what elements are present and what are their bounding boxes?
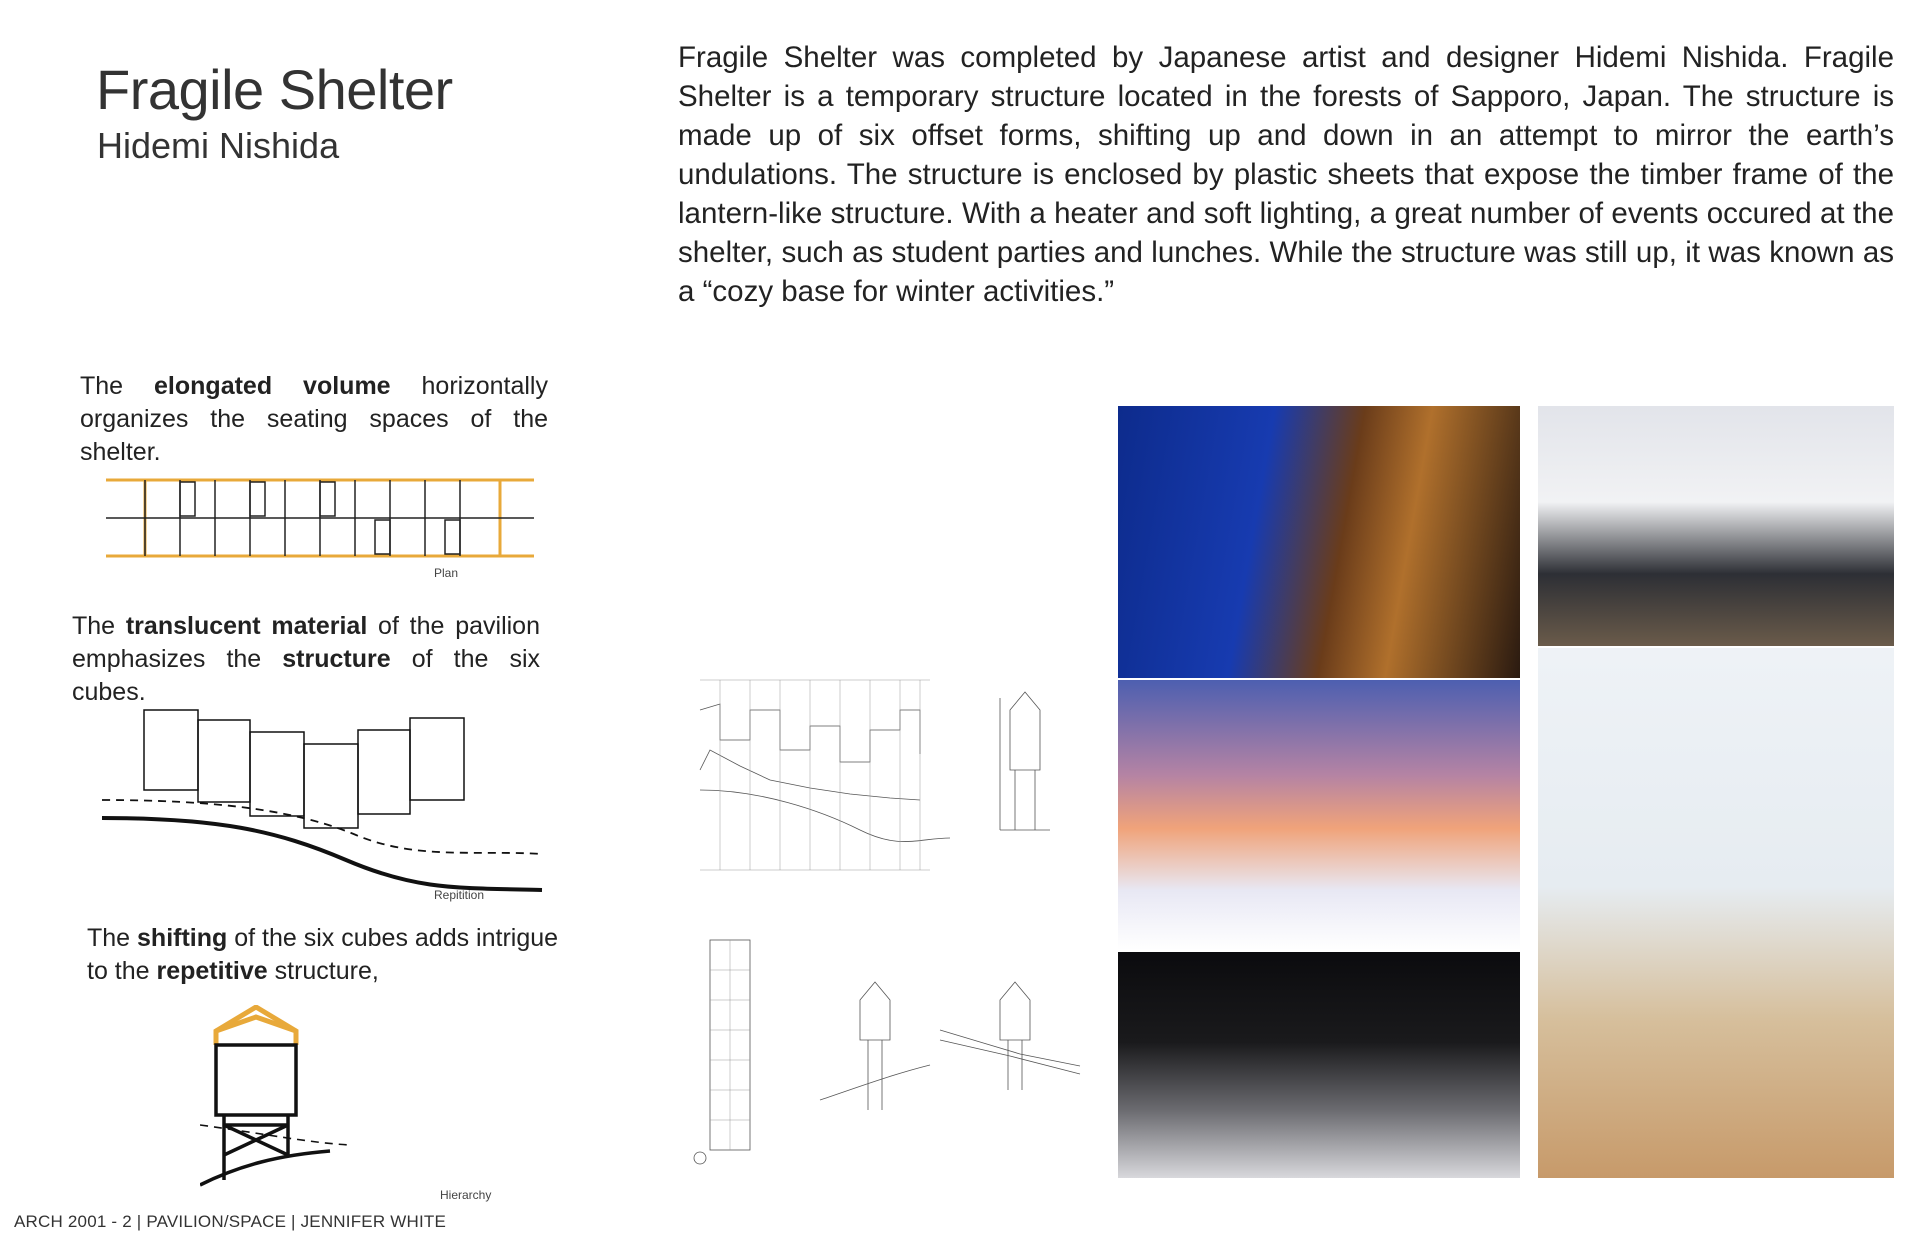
interior-night-photo bbox=[1118, 406, 1520, 678]
annotation-text: of the six cubes. bbox=[72, 645, 540, 706]
annotation-text: The bbox=[80, 372, 155, 400]
annotation-emphasis: repetitive bbox=[156, 957, 268, 985]
intro-paragraph: Fragile Shelter was completed by Japanese artist and designer Hidemi Nishida. Fragile Shelter is a temporary structure located in the forests of Sapporo, Japan. The structure is made up of six offset forms, shifting up and down in an attempt to mirror the earth’s undulations. The structure is enclosed by plastic sheets that expose the timber frame of the lantern-like structure. With a heater and soft lighting, a great number of events occured at the shelter, such as student parties and lunches. While the structure was still up, it was known as a “cozy base for winter activities.” bbox=[678, 41, 1894, 308]
annotation-emphasis: structure bbox=[282, 645, 391, 673]
annotation-emphasis: shifting bbox=[137, 924, 228, 952]
annotation-text: horizontally organizes the seating spaces of the shelter. bbox=[80, 372, 548, 466]
technical-drawings bbox=[680, 670, 1100, 1170]
page-title: Fragile Shelter bbox=[96, 58, 453, 121]
annotation-elongated-volume bbox=[80, 370, 548, 469]
annotation-emphasis: elongated volume bbox=[154, 372, 391, 400]
annotation-translucent-material bbox=[72, 610, 540, 709]
annotation-emphasis: translucent material bbox=[125, 612, 368, 640]
page-subtitle: Hidemi Nishida bbox=[97, 125, 340, 166]
annotation-text: The bbox=[87, 924, 138, 952]
annotation-text: of the pavilion emphasizes the bbox=[72, 612, 540, 673]
roof-highlight bbox=[216, 1007, 296, 1045]
annotation-text: The bbox=[72, 612, 126, 640]
annotation-text: structure, bbox=[267, 957, 379, 985]
plan-diagram bbox=[100, 470, 540, 570]
caption-hierarchy: Hierarchy bbox=[440, 1188, 492, 1202]
annotation-text: of the six cubes adds intrigue to the bbox=[87, 924, 559, 985]
exterior-dusk-photo bbox=[1118, 680, 1520, 950]
caption-plan: Plan bbox=[434, 566, 459, 580]
caption-repetition: Repitition bbox=[434, 888, 485, 902]
interior-gathering-photo bbox=[1538, 406, 1894, 646]
interior-corridor-photo bbox=[1538, 648, 1894, 1178]
annotation-shifting bbox=[87, 922, 567, 988]
exterior-night-photo bbox=[1118, 952, 1520, 1178]
plan-grid bbox=[106, 480, 534, 556]
hierarchy-diagram bbox=[200, 1005, 500, 1200]
footer-credit: ARCH 2001 - 2 | PAVILION/SPACE | JENNIFER WHITE bbox=[14, 1212, 446, 1231]
repetition-diagram bbox=[96, 700, 556, 900]
